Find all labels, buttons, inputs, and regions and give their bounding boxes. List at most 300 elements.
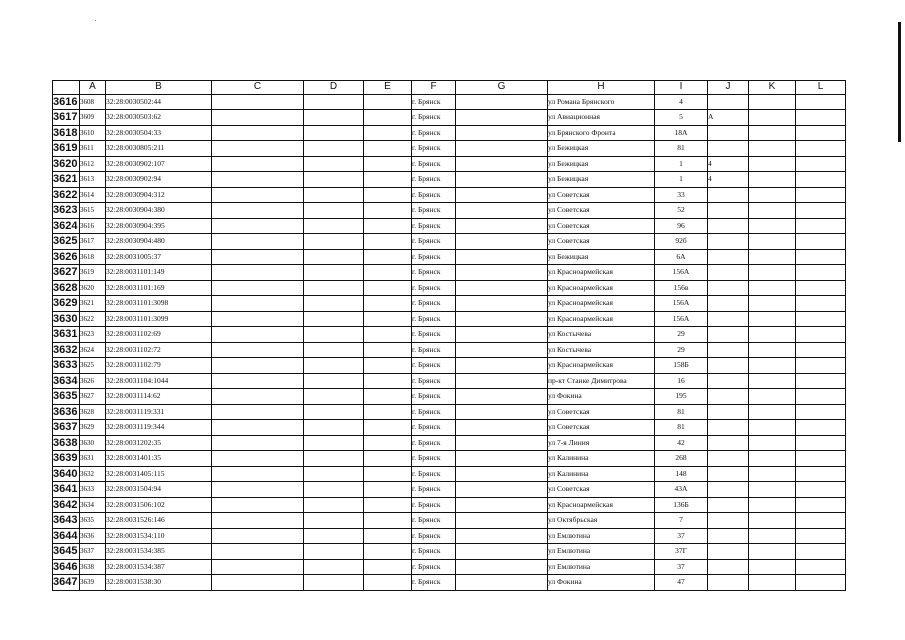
cell-j[interactable] — [708, 435, 749, 451]
cell-d[interactable] — [304, 203, 364, 219]
cell-g[interactable] — [456, 249, 548, 265]
corner-header[interactable] — [53, 81, 80, 95]
cell-d[interactable] — [304, 296, 364, 312]
cell-e[interactable] — [364, 125, 412, 141]
cell-g[interactable] — [456, 141, 548, 157]
cell-l[interactable] — [796, 358, 846, 374]
cell-i[interactable]: 33 — [655, 187, 708, 203]
cell-d[interactable] — [304, 404, 364, 420]
cell-b[interactable]: 32:28:0030504:33 — [106, 125, 212, 141]
cell-g[interactable] — [456, 234, 548, 250]
column-header-l[interactable]: L — [796, 81, 846, 95]
cell-b[interactable]: 32:28:0031534:387 — [106, 559, 212, 575]
cell-g[interactable] — [456, 125, 548, 141]
cell-h[interactable]: ул Фокина — [548, 389, 655, 405]
cell-k[interactable] — [749, 420, 796, 436]
cell-a[interactable]: 3611 — [80, 141, 106, 157]
cell-l[interactable] — [796, 373, 846, 389]
row-number[interactable]: 3621 — [53, 172, 80, 188]
cell-c[interactable] — [212, 203, 304, 219]
cell-h[interactable]: ул Калинина — [548, 451, 655, 467]
cell-g[interactable] — [456, 513, 548, 529]
cell-c[interactable] — [212, 327, 304, 343]
cell-j[interactable] — [708, 94, 749, 110]
cell-b[interactable]: 32:28:0031119:344 — [106, 420, 212, 436]
cell-b[interactable]: 32:28:0030904:380 — [106, 203, 212, 219]
row-number[interactable]: 3628 — [53, 280, 80, 296]
cell-b[interactable]: 32:28:0031506:102 — [106, 497, 212, 513]
column-header-f[interactable]: F — [412, 81, 456, 95]
cell-l[interactable] — [796, 110, 846, 126]
cell-k[interactable] — [749, 249, 796, 265]
cell-h[interactable]: ул Бежицкая — [548, 249, 655, 265]
cell-l[interactable] — [796, 544, 846, 560]
cell-i[interactable]: 148 — [655, 466, 708, 482]
cell-e[interactable] — [364, 420, 412, 436]
cell-i[interactable]: 16 — [655, 373, 708, 389]
cell-k[interactable] — [749, 172, 796, 188]
cell-e[interactable] — [364, 296, 412, 312]
cell-e[interactable] — [364, 358, 412, 374]
column-header-h[interactable]: H — [548, 81, 655, 95]
cell-a[interactable]: 3637 — [80, 544, 106, 560]
cell-h[interactable]: ул Советская — [548, 404, 655, 420]
cell-f[interactable]: г. Брянск — [412, 156, 456, 172]
cell-g[interactable] — [456, 451, 548, 467]
row-number[interactable]: 3626 — [53, 249, 80, 265]
row-number[interactable]: 3635 — [53, 389, 80, 405]
cell-e[interactable] — [364, 544, 412, 560]
cell-g[interactable] — [456, 327, 548, 343]
cell-l[interactable] — [796, 125, 846, 141]
cell-c[interactable] — [212, 265, 304, 281]
cell-k[interactable] — [749, 559, 796, 575]
cell-l[interactable] — [796, 311, 846, 327]
cell-k[interactable] — [749, 218, 796, 234]
cell-g[interactable] — [456, 265, 548, 281]
cell-i[interactable]: 29 — [655, 342, 708, 358]
row-number[interactable]: 3637 — [53, 420, 80, 436]
cell-f[interactable]: г. Брянск — [412, 513, 456, 529]
cell-a[interactable]: 3613 — [80, 172, 106, 188]
cell-h[interactable]: ул Емлютина — [548, 559, 655, 575]
cell-h[interactable]: ул Бежицкая — [548, 172, 655, 188]
cell-k[interactable] — [749, 575, 796, 591]
cell-k[interactable] — [749, 435, 796, 451]
cell-a[interactable]: 3627 — [80, 389, 106, 405]
cell-c[interactable] — [212, 435, 304, 451]
cell-i[interactable]: 81 — [655, 141, 708, 157]
cell-i[interactable]: 156А — [655, 311, 708, 327]
cell-j[interactable] — [708, 358, 749, 374]
cell-i[interactable]: 5 — [655, 110, 708, 126]
cell-c[interactable] — [212, 342, 304, 358]
cell-f[interactable]: г. Брянск — [412, 358, 456, 374]
cell-d[interactable] — [304, 172, 364, 188]
column-header-a[interactable]: A — [80, 81, 106, 95]
cell-h[interactable]: ул 7-я Линия — [548, 435, 655, 451]
cell-h[interactable]: ул Романа Брянского — [548, 94, 655, 110]
cell-g[interactable] — [456, 575, 548, 591]
cell-c[interactable] — [212, 451, 304, 467]
cell-c[interactable] — [212, 94, 304, 110]
cell-a[interactable]: 3636 — [80, 528, 106, 544]
cell-f[interactable]: г. Брянск — [412, 482, 456, 498]
cell-g[interactable] — [456, 218, 548, 234]
cell-d[interactable] — [304, 187, 364, 203]
cell-d[interactable] — [304, 218, 364, 234]
row-number[interactable]: 3644 — [53, 528, 80, 544]
cell-e[interactable] — [364, 559, 412, 575]
cell-l[interactable] — [796, 528, 846, 544]
cell-k[interactable] — [749, 203, 796, 219]
cell-e[interactable] — [364, 311, 412, 327]
column-header-c[interactable]: C — [212, 81, 304, 95]
cell-h[interactable]: ул Бежицкая — [548, 141, 655, 157]
cell-d[interactable] — [304, 110, 364, 126]
cell-f[interactable]: г. Брянск — [412, 497, 456, 513]
cell-c[interactable] — [212, 389, 304, 405]
cell-b[interactable]: 32:28:0031534:110 — [106, 528, 212, 544]
cell-f[interactable]: г. Брянск — [412, 234, 456, 250]
cell-f[interactable]: г. Брянск — [412, 575, 456, 591]
cell-d[interactable] — [304, 265, 364, 281]
cell-c[interactable] — [212, 187, 304, 203]
cell-e[interactable] — [364, 203, 412, 219]
cell-c[interactable] — [212, 466, 304, 482]
cell-a[interactable]: 3626 — [80, 373, 106, 389]
cell-c[interactable] — [212, 280, 304, 296]
cell-d[interactable] — [304, 342, 364, 358]
cell-l[interactable] — [796, 404, 846, 420]
cell-e[interactable] — [364, 265, 412, 281]
cell-i[interactable]: 37 — [655, 528, 708, 544]
cell-b[interactable]: 32:28:0031102:79 — [106, 358, 212, 374]
cell-b[interactable]: 32:28:0030902:107 — [106, 156, 212, 172]
cell-c[interactable] — [212, 482, 304, 498]
cell-g[interactable] — [456, 559, 548, 575]
cell-k[interactable] — [749, 296, 796, 312]
cell-b[interactable]: 32:28:0031005:37 — [106, 249, 212, 265]
row-number[interactable]: 3647 — [53, 575, 80, 591]
cell-a[interactable]: 3633 — [80, 482, 106, 498]
cell-b[interactable]: 32:28:0031101:169 — [106, 280, 212, 296]
cell-j[interactable] — [708, 296, 749, 312]
cell-l[interactable] — [796, 342, 846, 358]
cell-h[interactable]: ул Авиационная — [548, 110, 655, 126]
cell-d[interactable] — [304, 280, 364, 296]
cell-f[interactable]: г. Брянск — [412, 466, 456, 482]
cell-k[interactable] — [749, 311, 796, 327]
cell-f[interactable]: г. Брянск — [412, 311, 456, 327]
cell-h[interactable]: ул Фокина — [548, 575, 655, 591]
cell-h[interactable]: ул Советская — [548, 203, 655, 219]
cell-a[interactable]: 3635 — [80, 513, 106, 529]
cell-i[interactable]: 7 — [655, 513, 708, 529]
cell-j[interactable] — [708, 373, 749, 389]
cell-b[interactable]: 32:28:0031104:1044 — [106, 373, 212, 389]
column-header-k[interactable]: K — [749, 81, 796, 95]
cell-k[interactable] — [749, 373, 796, 389]
row-number[interactable]: 3627 — [53, 265, 80, 281]
cell-l[interactable] — [796, 559, 846, 575]
cell-d[interactable] — [304, 513, 364, 529]
cell-j[interactable] — [708, 544, 749, 560]
cell-e[interactable] — [364, 404, 412, 420]
cell-l[interactable] — [796, 466, 846, 482]
cell-l[interactable] — [796, 575, 846, 591]
row-number[interactable]: 3622 — [53, 187, 80, 203]
cell-b[interactable]: 32:28:0031119:331 — [106, 404, 212, 420]
cell-i[interactable]: 158Б — [655, 358, 708, 374]
cell-i[interactable]: 42 — [655, 435, 708, 451]
cell-h[interactable]: ул Советская — [548, 234, 655, 250]
cell-k[interactable] — [749, 280, 796, 296]
column-header-j[interactable]: J — [708, 81, 749, 95]
cell-d[interactable] — [304, 125, 364, 141]
cell-d[interactable] — [304, 466, 364, 482]
cell-c[interactable] — [212, 528, 304, 544]
cell-j[interactable] — [708, 327, 749, 343]
cell-e[interactable] — [364, 497, 412, 513]
cell-d[interactable] — [304, 497, 364, 513]
cell-b[interactable]: 32:28:0031114:62 — [106, 389, 212, 405]
cell-f[interactable]: г. Брянск — [412, 125, 456, 141]
cell-k[interactable] — [749, 327, 796, 343]
cell-e[interactable] — [364, 575, 412, 591]
cell-h[interactable]: ул Емлютина — [548, 544, 655, 560]
cell-d[interactable] — [304, 528, 364, 544]
cell-l[interactable] — [796, 156, 846, 172]
cell-d[interactable] — [304, 482, 364, 498]
row-number[interactable]: 3639 — [53, 451, 80, 467]
cell-i[interactable]: 6А — [655, 249, 708, 265]
cell-f[interactable]: г. Брянск — [412, 404, 456, 420]
cell-c[interactable] — [212, 249, 304, 265]
cell-e[interactable] — [364, 389, 412, 405]
cell-d[interactable] — [304, 559, 364, 575]
row-number[interactable]: 3642 — [53, 497, 80, 513]
cell-e[interactable] — [364, 528, 412, 544]
cell-i[interactable]: 4 — [655, 94, 708, 110]
cell-i[interactable]: 92б — [655, 234, 708, 250]
cell-c[interactable] — [212, 156, 304, 172]
cell-j[interactable] — [708, 218, 749, 234]
cell-i[interactable]: 18А — [655, 125, 708, 141]
cell-a[interactable]: 3629 — [80, 420, 106, 436]
cell-b[interactable]: 32:28:0030502:44 — [106, 94, 212, 110]
cell-k[interactable] — [749, 265, 796, 281]
cell-j[interactable] — [708, 482, 749, 498]
cell-j[interactable] — [708, 187, 749, 203]
cell-k[interactable] — [749, 544, 796, 560]
cell-a[interactable]: 3632 — [80, 466, 106, 482]
cell-f[interactable]: г. Брянск — [412, 110, 456, 126]
cell-l[interactable] — [796, 435, 846, 451]
row-number[interactable]: 3616 — [53, 94, 80, 110]
cell-j[interactable] — [708, 559, 749, 575]
cell-l[interactable] — [796, 296, 846, 312]
cell-l[interactable] — [796, 451, 846, 467]
cell-f[interactable]: г. Брянск — [412, 389, 456, 405]
cell-c[interactable] — [212, 373, 304, 389]
cell-g[interactable] — [456, 280, 548, 296]
cell-b[interactable]: 32:28:0030902:94 — [106, 172, 212, 188]
cell-e[interactable] — [364, 482, 412, 498]
cell-g[interactable] — [456, 110, 548, 126]
cell-c[interactable] — [212, 559, 304, 575]
cell-k[interactable] — [749, 513, 796, 529]
cell-d[interactable] — [304, 575, 364, 591]
row-number[interactable]: 3633 — [53, 358, 80, 374]
cell-h[interactable]: ул Красноармейская — [548, 280, 655, 296]
cell-a[interactable]: 3617 — [80, 234, 106, 250]
cell-g[interactable] — [456, 358, 548, 374]
cell-b[interactable]: 32:28:0030805:211 — [106, 141, 212, 157]
cell-g[interactable] — [456, 94, 548, 110]
cell-l[interactable] — [796, 187, 846, 203]
cell-g[interactable] — [456, 435, 548, 451]
cell-f[interactable]: г. Брянск — [412, 265, 456, 281]
cell-b[interactable]: 32:28:0030904:312 — [106, 187, 212, 203]
cell-j[interactable] — [708, 420, 749, 436]
cell-a[interactable]: 3615 — [80, 203, 106, 219]
cell-a[interactable]: 3610 — [80, 125, 106, 141]
cell-f[interactable]: г. Брянск — [412, 249, 456, 265]
cell-b[interactable]: 32:28:0031504:94 — [106, 482, 212, 498]
cell-i[interactable]: 268 — [655, 451, 708, 467]
column-header-g[interactable]: G — [456, 81, 548, 95]
cell-e[interactable] — [364, 373, 412, 389]
cell-k[interactable] — [749, 110, 796, 126]
cell-l[interactable] — [796, 497, 846, 513]
cell-j[interactable] — [708, 265, 749, 281]
cell-k[interactable] — [749, 466, 796, 482]
cell-h[interactable]: ул Красноармейская — [548, 265, 655, 281]
cell-j[interactable] — [708, 311, 749, 327]
cell-h[interactable]: ул Советская — [548, 420, 655, 436]
cell-i[interactable]: 81 — [655, 420, 708, 436]
cell-d[interactable] — [304, 311, 364, 327]
cell-a[interactable]: 3609 — [80, 110, 106, 126]
cell-g[interactable] — [456, 187, 548, 203]
cell-e[interactable] — [364, 466, 412, 482]
cell-e[interactable] — [364, 141, 412, 157]
cell-f[interactable]: г. Брянск — [412, 373, 456, 389]
cell-l[interactable] — [796, 141, 846, 157]
cell-h[interactable]: ул Калинина — [548, 466, 655, 482]
cell-e[interactable] — [364, 172, 412, 188]
cell-a[interactable]: 3621 — [80, 296, 106, 312]
column-header-e[interactable]: E — [364, 81, 412, 95]
row-number[interactable]: 3638 — [53, 435, 80, 451]
cell-a[interactable]: 3639 — [80, 575, 106, 591]
cell-h[interactable]: ул Костычева — [548, 327, 655, 343]
cell-l[interactable] — [796, 94, 846, 110]
cell-f[interactable]: г. Брянск — [412, 141, 456, 157]
cell-h[interactable]: ул Брянского Фронта — [548, 125, 655, 141]
cell-d[interactable] — [304, 156, 364, 172]
cell-c[interactable] — [212, 311, 304, 327]
cell-g[interactable] — [456, 420, 548, 436]
cell-j[interactable]: А — [708, 110, 749, 126]
cell-d[interactable] — [304, 234, 364, 250]
cell-d[interactable] — [304, 249, 364, 265]
row-number[interactable]: 3631 — [53, 327, 80, 343]
cell-j[interactable] — [708, 141, 749, 157]
cell-h[interactable]: ул Красноармейская — [548, 296, 655, 312]
row-number[interactable]: 3643 — [53, 513, 80, 529]
row-number[interactable]: 3632 — [53, 342, 80, 358]
cell-c[interactable] — [212, 110, 304, 126]
cell-i[interactable]: 43А — [655, 482, 708, 498]
row-number[interactable]: 3624 — [53, 218, 80, 234]
cell-h[interactable]: ул Советская — [548, 187, 655, 203]
cell-i[interactable]: 52 — [655, 203, 708, 219]
cell-a[interactable]: 3618 — [80, 249, 106, 265]
cell-e[interactable] — [364, 234, 412, 250]
cell-l[interactable] — [796, 203, 846, 219]
cell-k[interactable] — [749, 94, 796, 110]
cell-i[interactable]: 156в — [655, 280, 708, 296]
cell-f[interactable]: г. Брянск — [412, 172, 456, 188]
cell-e[interactable] — [364, 513, 412, 529]
cell-b[interactable]: 32:28:0031405:115 — [106, 466, 212, 482]
cell-g[interactable] — [456, 404, 548, 420]
cell-b[interactable]: 32:28:0030904:480 — [106, 234, 212, 250]
cell-f[interactable]: г. Брянск — [412, 435, 456, 451]
cell-a[interactable]: 3638 — [80, 559, 106, 575]
cell-h[interactable]: ул Костычева — [548, 342, 655, 358]
cell-c[interactable] — [212, 358, 304, 374]
cell-f[interactable]: г. Брянск — [412, 218, 456, 234]
cell-c[interactable] — [212, 172, 304, 188]
cell-b[interactable]: 32:28:0031102:72 — [106, 342, 212, 358]
cell-g[interactable] — [456, 373, 548, 389]
cell-c[interactable] — [212, 125, 304, 141]
cell-i[interactable]: 156А — [655, 296, 708, 312]
cell-j[interactable] — [708, 513, 749, 529]
cell-d[interactable] — [304, 389, 364, 405]
cell-e[interactable] — [364, 435, 412, 451]
row-number[interactable]: 3629 — [53, 296, 80, 312]
cell-g[interactable] — [456, 296, 548, 312]
cell-d[interactable] — [304, 358, 364, 374]
cell-g[interactable] — [456, 172, 548, 188]
cell-c[interactable] — [212, 544, 304, 560]
cell-b[interactable]: 32:28:0031526:146 — [106, 513, 212, 529]
cell-a[interactable]: 3625 — [80, 358, 106, 374]
cell-k[interactable] — [749, 358, 796, 374]
row-number[interactable]: 3619 — [53, 141, 80, 157]
cell-e[interactable] — [364, 156, 412, 172]
cell-l[interactable] — [796, 280, 846, 296]
cell-j[interactable] — [708, 451, 749, 467]
row-number[interactable]: 3641 — [53, 482, 80, 498]
cell-i[interactable]: 136Б — [655, 497, 708, 513]
cell-k[interactable] — [749, 234, 796, 250]
cell-b[interactable]: 32:28:0031101:3098 — [106, 296, 212, 312]
cell-f[interactable]: г. Брянск — [412, 296, 456, 312]
cell-g[interactable] — [456, 311, 548, 327]
cell-c[interactable] — [212, 420, 304, 436]
cell-c[interactable] — [212, 404, 304, 420]
cell-h[interactable]: ул Бежицкая — [548, 156, 655, 172]
cell-b[interactable]: 32:28:0031102:69 — [106, 327, 212, 343]
cell-b[interactable]: 32:28:0030503:62 — [106, 110, 212, 126]
cell-c[interactable] — [212, 575, 304, 591]
cell-b[interactable]: 32:28:0030904:395 — [106, 218, 212, 234]
